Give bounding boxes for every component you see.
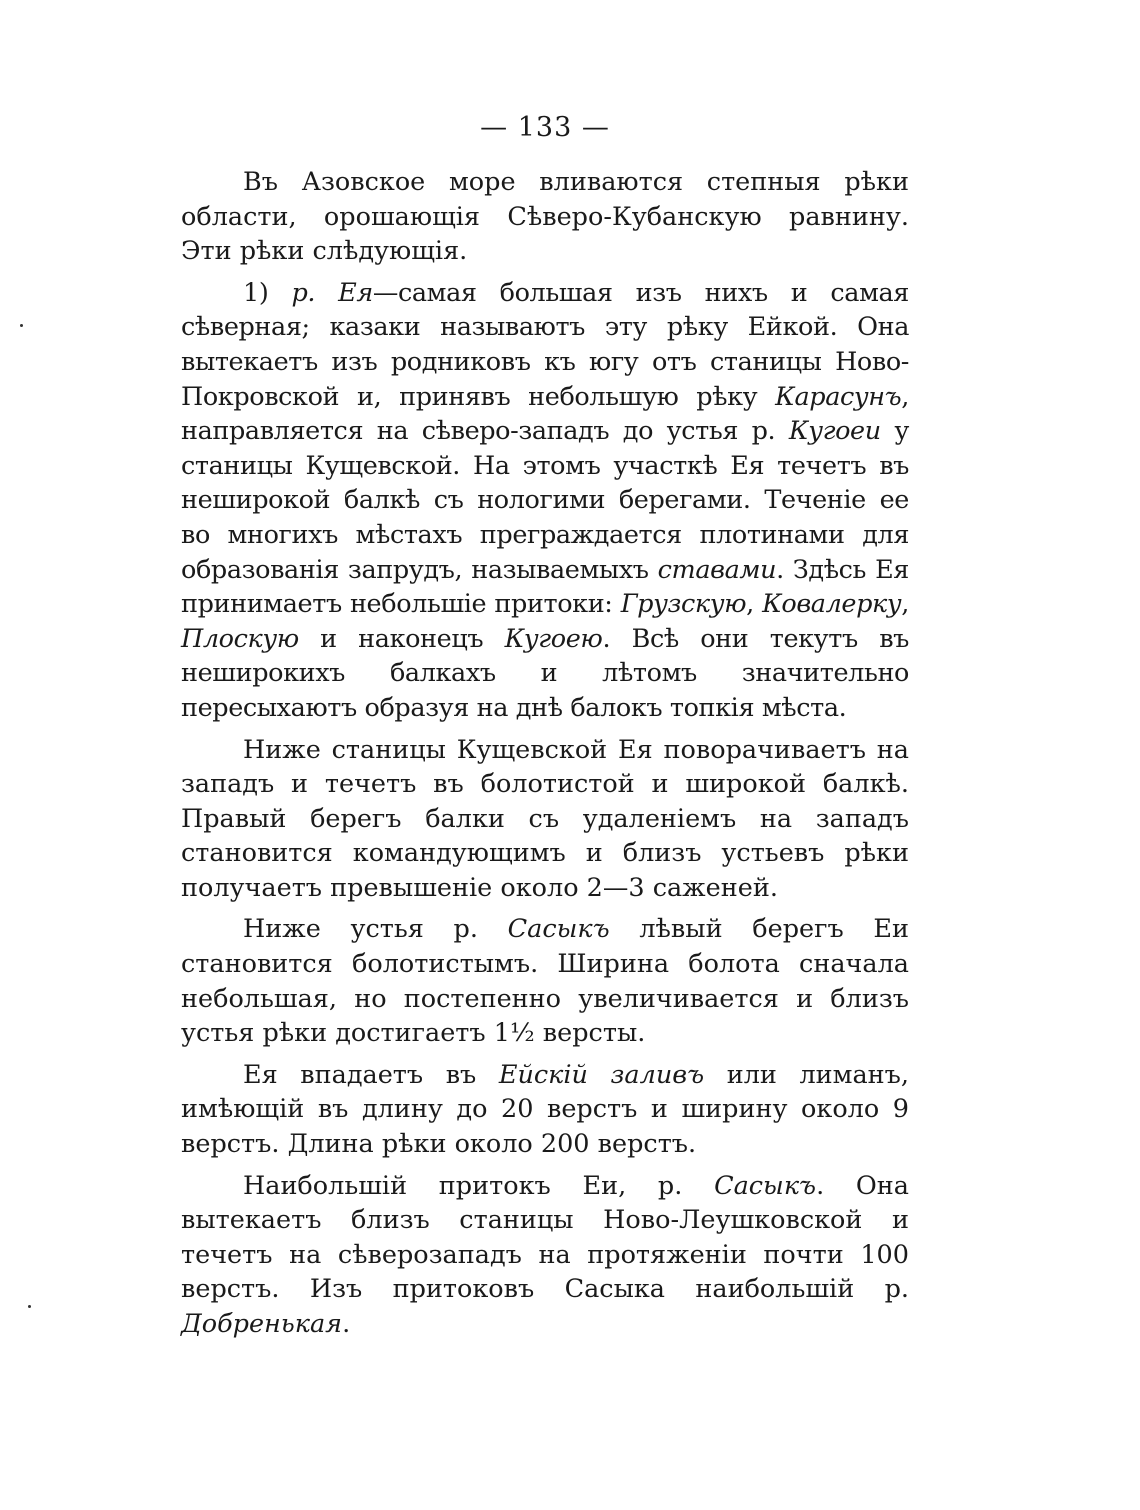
scan-speck	[28, 1305, 31, 1308]
italic-term: Ковалерку	[762, 589, 902, 620]
paragraph	[181, 276, 909, 726]
italic-term: Кугоею	[504, 623, 603, 654]
text-run: Ниже станицы Кущевской Ея поворачиваетъ на западъ и течетъ въ болотистой и широкой балкѣ. Правый берегъ балки съ удаленіемъ на западъ становится командующимъ и близъ устьевъ рѣки получаетъ превышеніе около 2—3 саженей.	[181, 734, 909, 903]
text-run: . Она вытекаетъ близъ станицы Ново-Леушковской и течетъ на сѣверозападъ на протяженіи почти 100 верстъ. Изъ притоковъ Сасыка наибольшій р.	[181, 1170, 909, 1305]
text-run: Ниже устья р.	[243, 914, 508, 945]
italic-term: р. Ея	[291, 277, 373, 308]
scan-speck	[20, 324, 23, 327]
paragraph	[181, 912, 909, 1050]
italic-term: Ейскій заливъ	[498, 1059, 705, 1090]
text-run: . Всѣ они текутъ въ неширокихъ балкахъ и лѣтомъ значительно пересыхаютъ образуя на днѣ балокъ топкія мѣста.	[181, 623, 909, 723]
text-run: или лиманъ, имѣющій въ длину до 20 верстъ и ширину около 9 верстъ. Длина рѣки около 200 верстъ.	[181, 1059, 910, 1160]
paragraph	[181, 733, 909, 906]
text-run: Наибольшій притокъ Еи, р.	[243, 1170, 715, 1201]
italic-term: Плоскую	[181, 623, 299, 654]
text-run: .	[342, 1309, 351, 1339]
text-run: ,	[901, 589, 909, 620]
text-run: , направляется на сѣверо-западъ до устья р.	[181, 381, 909, 447]
paragraph	[181, 165, 909, 269]
paragraph	[181, 1169, 909, 1342]
italic-term: Карасунъ	[775, 381, 902, 412]
italic-term: Сасыкъ	[507, 914, 610, 945]
page-body	[181, 165, 909, 1342]
text-run: Ея впадаетъ въ	[243, 1059, 499, 1090]
text-run: . Здѣсь Ея принимаетъ небольшіе притоки:	[181, 554, 909, 620]
text-run: ,	[746, 589, 763, 620]
text-run: лѣвый берегъ Еи становится болотистымъ. Ширина болота сначала небольшая, но постепенно увеличивается и близъ устья рѣки достигаетъ 1½ версты.	[181, 914, 909, 1049]
italic-term: ставами	[657, 554, 777, 585]
text-run: у станицы Кущевской. На этомъ участкѣ Ея течетъ въ неширокой балкѣ съ нологими берегами. Теченіе ее во многихъ мѣстахъ преграждается плотинами для образованія запрудъ, называемыхъ	[181, 416, 909, 585]
italic-term: Грузскую	[620, 589, 747, 620]
text-run: и наконецъ	[298, 623, 505, 654]
page-number: — 133 —	[480, 112, 610, 143]
italic-term: Кугоеи	[788, 416, 881, 447]
italic-term: Добренькая	[181, 1309, 343, 1339]
paragraph	[181, 1058, 909, 1162]
text-run: Въ Азовское море вливаются степныя рѣки области, орошающія Сѣверо-Кубанскую равнину. Эти рѣки слѣдующія.	[181, 167, 909, 267]
text-run: —самая большая изъ нихъ и самая сѣверная; казаки называютъ эту рѣку Ейкой. Она вытекаетъ изъ родниковъ къ югу отъ станицы Ново-Покровской и, принявъ небольшую рѣку	[181, 277, 909, 412]
italic-term: Сасыкъ	[714, 1170, 817, 1201]
text-run: 1)	[243, 277, 292, 308]
